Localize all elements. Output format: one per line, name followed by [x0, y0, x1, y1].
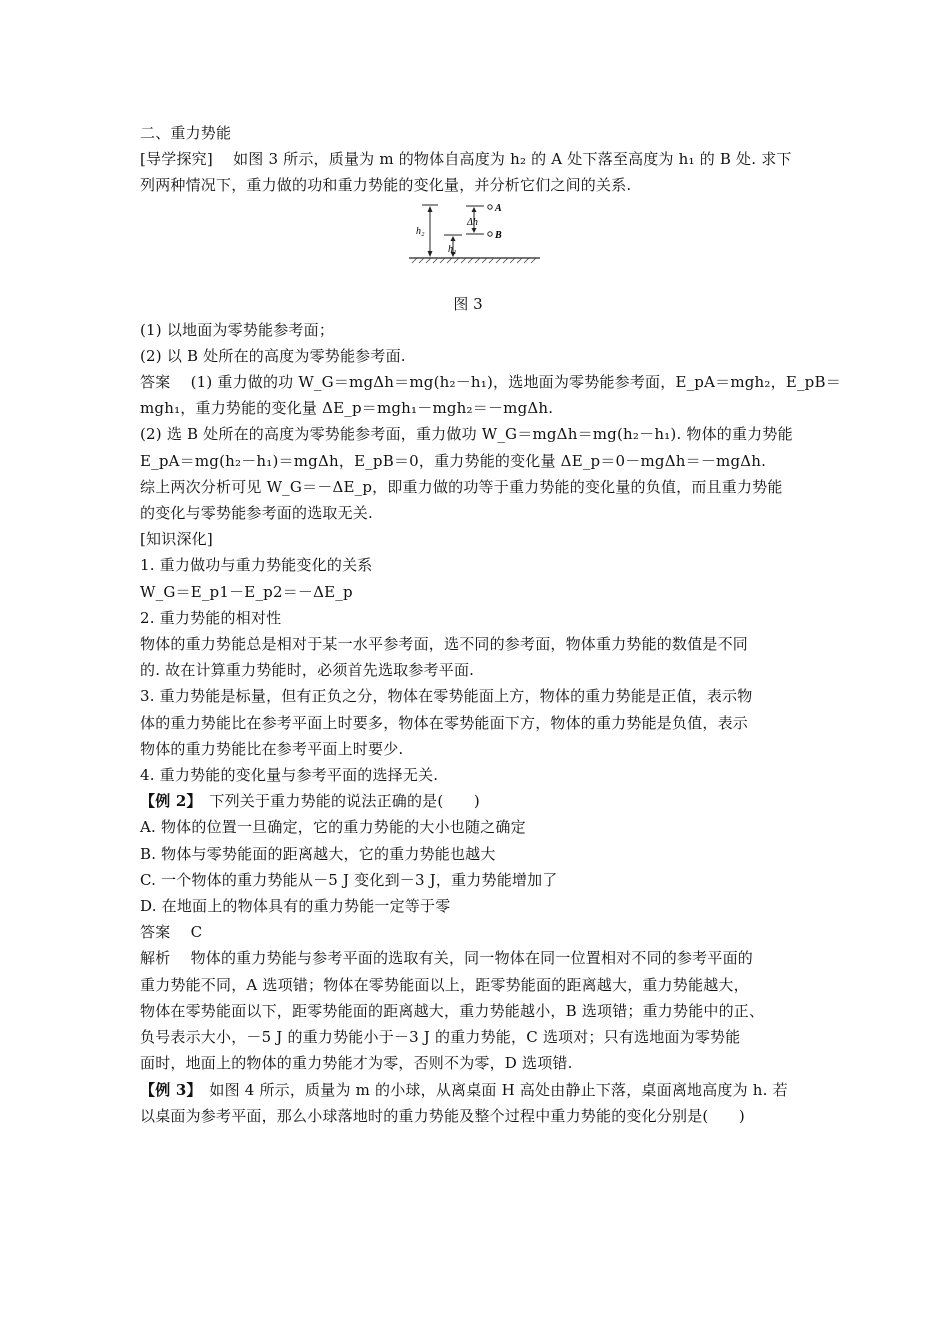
label-B: B — [495, 229, 502, 241]
knowledge-line-3: 物体的重力势能总是相对于某一水平参考面，选不同的参考面，物体重力势能的数值是不同 — [140, 635, 749, 654]
knowledge-line-5: 3. 重力势能是标量，但有正负之分，物体在零势能面上方，物体的重力势能是正值，表示物 — [140, 687, 753, 706]
knowledge-heading: [知识深化] — [140, 530, 213, 549]
option-b: B. 物体与零势能面的距离越大，它的重力势能也越大 — [140, 844, 496, 863]
knowledge-line-6: 体的重力势能比在参考平面上时要多，物体在零势能面下方，物体的重力势能是负值，表示 — [140, 713, 749, 732]
guide-line-1: [导学探究] 如图 3 所示，质量为 m 的物体自高度为 h₂ 的 A 处下落至高度为 h₁ 的 B 处. 求下 — [140, 150, 792, 169]
figure-caption: 图 3 — [453, 294, 483, 313]
example-2-stem — [140, 788, 820, 814]
label-A: A — [495, 202, 502, 214]
answer-line-3: (2) 选 B 处所在的高度为零势能参考面，重力做功 W_G＝mgΔh＝mg(h₂－h₁). 物体的重力势能 — [140, 425, 793, 444]
answer-line-6: 的变化与零势能参考面的选取无关. — [140, 504, 373, 523]
question-2: (2) 以 B 处所在的高度为零势能参考面. — [140, 346, 406, 365]
example-2-tag: 【例 2】 — [140, 792, 195, 811]
example-3-tag: 【例 3】 — [140, 1080, 195, 1099]
analysis-line-1: 解析 物体的重力势能与参考平面的选取有关，同一物体在同一位置相对不同的参考平面的 — [140, 949, 753, 968]
document-page — [140, 120, 841, 1129]
example-3-line-1 — [140, 1077, 820, 1103]
answer-line-1: 答案 (1) 重力做的功 W_G＝mgΔh＝mg(h₂－h₁)，选地面为零势能参考面，E_pA＝mgh₂，E_pB＝ — [140, 373, 841, 392]
answer-line-5: 综上两次分析可见 W_G＝－ΔE_p，即重力做的功等于重力势能的变化量的负值，而且重力势能 — [140, 477, 783, 496]
option-d: D. 在地面上的物体具有的重力势能一定等于零 — [140, 897, 451, 916]
knowledge-line-4: 的. 故在计算重力势能时，必须首先选取参考平面. — [140, 661, 475, 680]
label-h2: h₂ — [416, 225, 425, 237]
analysis-line-4: 负号表示大小，－5 J 的重力势能小于－3 J 的重力势能，C 选项对；只有选地面为零势能 — [140, 1028, 741, 1047]
example-2-question: 下列关于重力势能的说法正确的是( ) — [194, 792, 480, 811]
knowledge-line-1: 1. 重力做功与重力势能变化的关系 — [140, 556, 373, 575]
answer-line-2: mgh₁，重力势能的变化量 ΔE_p＝mgh₁－mgh₂＝－mgΔh. — [140, 399, 554, 418]
height-diagram — [404, 203, 554, 265]
knowledge-line-7: 物体的重力势能比在参考平面上时要少. — [140, 739, 404, 758]
option-a: A. 物体的位置一旦确定，它的重力势能的大小也随之确定 — [140, 818, 526, 837]
analysis-line-5: 面时，地面上的物体的重力势能才为零，否则不为零，D 选项错. — [140, 1054, 573, 1073]
example-2-answer: 答案 C — [140, 923, 203, 942]
knowledge-line-8: 4. 重力势能的变化量与参考平面的选择无关. — [140, 766, 439, 785]
label-delta-h: Δh — [467, 216, 478, 228]
answer-line-4: E_pA＝mg(h₂－h₁)＝mgΔh，E_pB＝0，重力势能的变化量 ΔE_p＝0－mgΔh＝－mgΔh. — [140, 451, 767, 470]
option-c: C. 一个物体的重力势能从－5 J 变化到－3 J，重力势能增加了 — [140, 870, 558, 889]
section-title: 二、重力势能 — [140, 124, 232, 142]
figure-3 — [140, 203, 820, 291]
guide-line-2: 列两种情况下，重力做的功和重力势能的变化量，并分析它们之间的关系. — [140, 176, 632, 195]
question-1: (1) 以地面为零势能参考面； — [140, 320, 335, 339]
knowledge-formula: W_G＝E_p1－E_p2＝－ΔE_p — [140, 582, 353, 601]
knowledge-line-2: 2. 重力势能的相对性 — [140, 608, 282, 627]
example-3-question: 如图 4 所示，质量为 m 的小球，从离桌面 H 高处由静止下落，桌面离地高度为 h. 若 — [194, 1080, 788, 1099]
example-3-line-2: 以桌面为参考平面，那么小球落地时的重力势能及整个过程中重力势能的变化分别是( ) — [140, 1106, 745, 1125]
analysis-line-3: 物体在零势能面以下，距零势能面的距离越大，重力势能越小，B 选项错；重力势能中的正、 — [140, 1001, 765, 1020]
analysis-line-2: 重力势能不同，A 选项错；物体在零势能面以上，距零势能面的距离越大，重力势能越大， — [140, 975, 749, 994]
label-h1: h₁ — [448, 243, 457, 255]
